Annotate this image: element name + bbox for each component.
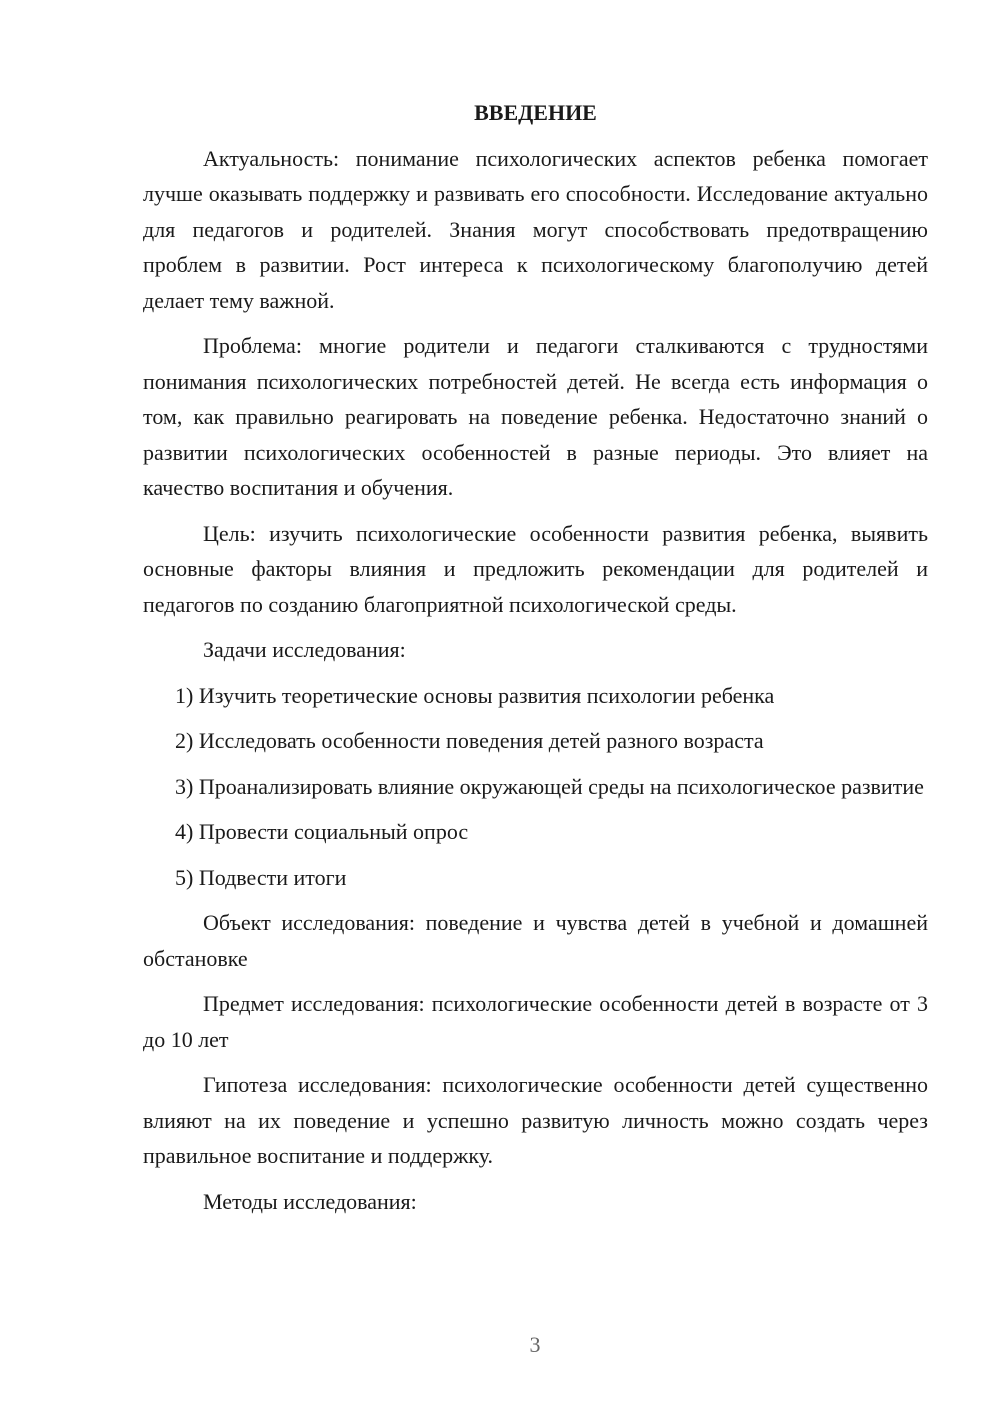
relevance-paragraph: Актуальность: понимание психологических аспектов ребенка помогает лучше оказывать поддержку и развивать его способности. Исследование актуально для педагогов и родителей. Знания могут способствовать предотвращению проблем в развитии. Рост интереса к психологическому благополучию детей делает тему важной. <box>143 145 928 313</box>
section-title: ВВЕДЕНИЕ <box>474 100 597 125</box>
hypothesis-paragraph: Гипотеза исследования: психологические особенности детей существенно влияют на их поведение и успешно развитую личность можно создать через правильное воспитание и поддержку. <box>143 1072 928 1168</box>
subject-paragraph: Предмет исследования: психологические особенности детей в возрасте от 3 до 10 лет <box>143 991 928 1052</box>
goal-paragraph: Цель: изучить психологические особенности развития ребенка, выявить основные факторы влияния и предложить рекомендации для родителей и педагогов по созданию благоприятной психологической среды. <box>143 520 928 617</box>
task-item: 4) Провести социальный опрос <box>175 819 469 844</box>
page-number: 3 <box>529 1332 541 1357</box>
document-body <box>143 95 928 1229</box>
task-item: 3) Проанализировать влияние окружающей среды на психологическое развитие <box>175 773 924 799</box>
tasks-heading: Задачи исследования: <box>203 637 406 662</box>
methods-heading: Методы исследования: <box>203 1188 417 1214</box>
task-item: 5) Подвести итоги <box>175 864 347 890</box>
problem-paragraph: Проблема: многие родители и педагоги сталкиваются с трудностями понимания психологических потребностей детей. Не всегда есть информация о том, как правильно реагировать на поведение ребенка. Недостаточно знаний о развитии психологических особенностей в разные периоды. Это влияет на качество воспитания и обучения. <box>143 333 928 500</box>
task-item: 2) Исследовать особенности поведения детей разного возраста <box>175 728 764 753</box>
task-item: 1) Изучить теоретические основы развития психологии ребенка <box>175 682 775 708</box>
object-paragraph: Объект исследования: поведение и чувства детей в учебной и домашней обстановке <box>143 910 928 971</box>
